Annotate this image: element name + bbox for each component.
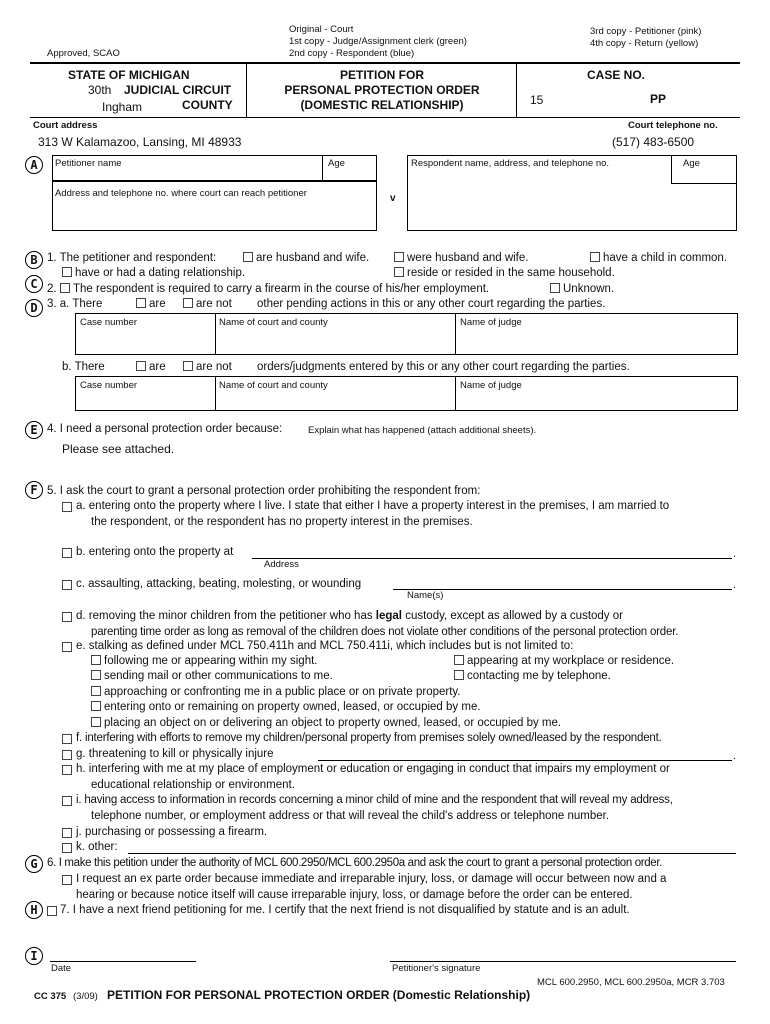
s5e-opt-approaching[interactable]: approaching or confronting me in a public place or on private property. xyxy=(91,686,461,698)
checkbox[interactable] xyxy=(183,298,193,308)
checkbox[interactable] xyxy=(394,252,404,262)
court-address-label: Court address xyxy=(33,120,98,131)
s4-answer[interactable]: Please see attached. xyxy=(62,442,175,456)
case-number-label: CASE NO. xyxy=(587,68,646,82)
circuit-label: JUDICIAL CIRCUIT xyxy=(124,83,232,97)
checkbox[interactable] xyxy=(91,655,101,665)
header-divider-2 xyxy=(516,62,517,118)
s2-firearm[interactable]: The respondent is required to carry a firearm in the course of his/her employment. xyxy=(60,283,489,295)
footer-form-title: PETITION FOR PERSONAL PROTECTION ORDER (Domestic Relationship) xyxy=(107,988,531,1002)
s5c-text: c. assaulting, attacking, beating, molesting, or wounding xyxy=(76,578,362,590)
s5d-text-1: d. removing the minor children from the petitioner who has legal custody, except as allowed by a custody or xyxy=(76,610,623,622)
s5g-text: g. threatening to kill or physically injure xyxy=(76,748,274,760)
date-line[interactable] xyxy=(50,961,196,962)
s5k-line[interactable] xyxy=(128,853,736,854)
versus: v xyxy=(390,193,396,204)
s6-text-1: I request an ex parte order because immediate and irreparable injury, loss, or damage will occur between now and a xyxy=(76,873,667,885)
county-name: Ingham xyxy=(102,100,143,114)
s5k-text: k. other: xyxy=(76,841,118,853)
court-address[interactable]: 313 W Kalamazoo, Lansing, MI 48933 xyxy=(38,135,242,149)
s5e-opt-mail[interactable]: sending mail or other communications to me. xyxy=(91,670,333,682)
checkbox[interactable] xyxy=(454,670,464,680)
header-top-rule xyxy=(30,62,740,64)
county-label: COUNTY xyxy=(182,98,233,112)
checkbox[interactable] xyxy=(62,267,72,277)
s1-opt-household[interactable]: reside or resided in the same household. xyxy=(394,267,615,279)
petitioner-age-label: Age xyxy=(328,158,345,169)
marker-i: I xyxy=(25,947,43,965)
s1-opt-were-married[interactable]: were husband and wife. xyxy=(394,252,528,264)
s5h-text-2: educational relationship or environment. xyxy=(91,779,295,791)
s3a-col-judge: Name of judge xyxy=(460,317,522,328)
s5i-text-1: i. having access to information in records concerning a minor child of mine and the respondent that will reveal my address, xyxy=(76,794,673,806)
s3b-col-judge: Name of judge xyxy=(460,380,522,391)
s5-lead: 5. I ask the court to grant a personal protection order prohibiting the respondent from: xyxy=(47,485,481,497)
s5c-names-sublabel: Name(s) xyxy=(407,590,444,601)
s5b-checkbox[interactable] xyxy=(62,548,72,558)
s2-unknown[interactable]: Unknown. xyxy=(550,283,614,295)
marker-a: A xyxy=(25,156,43,174)
s5c-checkbox[interactable] xyxy=(62,580,72,590)
s1-opt-dating[interactable]: have or had a dating relationship. xyxy=(62,267,245,279)
checkbox[interactable] xyxy=(60,283,70,293)
table-divider xyxy=(215,376,216,411)
approval-note: Approved, SCAO xyxy=(47,48,120,59)
s5e-checkbox[interactable] xyxy=(62,642,72,652)
state-name: STATE OF MICHIGAN xyxy=(68,68,190,82)
court-phone[interactable]: (517) 483-6500 xyxy=(612,135,695,149)
marker-h: H xyxy=(25,901,43,919)
s3a-table[interactable] xyxy=(75,313,738,355)
case-type[interactable]: PP xyxy=(650,92,667,106)
marker-e: E xyxy=(25,421,43,439)
court-phone-label: Court telephone no. xyxy=(628,120,718,131)
s5i-checkbox[interactable] xyxy=(62,796,72,806)
marker-b: B xyxy=(25,251,43,269)
s5k-checkbox[interactable] xyxy=(62,843,72,853)
s1-opt-married[interactable]: are husband and wife. xyxy=(243,252,369,264)
header-divider-1 xyxy=(246,62,247,118)
s5a-checkbox[interactable] xyxy=(62,502,72,512)
s5e-opt-workplace[interactable]: appearing at my workplace or residence. xyxy=(454,655,674,667)
checkbox[interactable] xyxy=(91,701,101,711)
checkbox[interactable] xyxy=(454,655,464,665)
signature-line[interactable] xyxy=(390,961,736,962)
table-divider xyxy=(455,313,456,355)
copy-distribution-right: 3rd copy - Petitioner (pink) 4th copy - Return (yellow) xyxy=(590,26,702,49)
checkbox[interactable] xyxy=(91,670,101,680)
s1-opt-child[interactable]: have a child in common. xyxy=(590,252,727,264)
s3a-are-not[interactable]: are not xyxy=(183,298,232,310)
form-revision: (3/09) xyxy=(73,991,98,1002)
s3a-tail: other pending actions in this or any other court regarding the parties. xyxy=(257,298,606,310)
case-year[interactable]: 15 xyxy=(530,93,544,107)
s7-checkbox[interactable] xyxy=(47,906,57,916)
s6-text-2: hearing or because notice itself will cause irreparable injury, loss, or damage before the order can be entered. xyxy=(76,889,633,901)
respondent-age-label: Age xyxy=(683,158,700,169)
marker-g: G xyxy=(25,855,43,873)
checkbox[interactable] xyxy=(91,717,101,727)
circuit-number: 30th xyxy=(88,83,112,97)
s4-hint: Explain what has happened (attach additional sheets). xyxy=(308,425,537,436)
s5g-period: . xyxy=(733,750,737,762)
s3b-lead: b. There xyxy=(62,361,105,373)
statute-citation: MCL 600.2950, MCL 600.2950a, MCR 3.703 xyxy=(537,977,725,988)
s5g-line[interactable] xyxy=(318,760,732,761)
s5i-text-2: telephone number, or employment address or that will reveal the child's address or telephone number. xyxy=(91,810,610,822)
s5d-text-2: parenting time order as long as removal of the children does not violate other conditions of the personal protection order. xyxy=(91,626,679,638)
s3a-col-court: Name of court and county xyxy=(219,317,328,328)
checkbox[interactable] xyxy=(550,283,560,293)
s5b-address-line[interactable] xyxy=(252,558,732,559)
header-bottom-rule xyxy=(30,117,740,118)
s5c-names-line[interactable] xyxy=(393,589,732,590)
petitioner-address-label: Address and telephone no. where court can reach petitioner xyxy=(55,188,307,199)
s3a-are[interactable]: are xyxy=(136,298,166,310)
petitioner-name-label: Petitioner name xyxy=(55,158,122,169)
form-number: CC 375 xyxy=(34,991,67,1002)
s3b-are-not[interactable]: are not xyxy=(183,361,232,373)
s5f-text: f. interfering with efforts to remove my children/personal property from premises solely owned/leased by the respondent. xyxy=(76,732,662,744)
s5e-opt-telephone[interactable]: contacting me by telephone. xyxy=(454,670,611,682)
checkbox[interactable] xyxy=(136,361,146,371)
s5a-text-1: a. entering onto the property where I live. I state that either I have a property interest in the premises, I am married to xyxy=(76,500,670,512)
s5j-checkbox[interactable] xyxy=(62,828,72,838)
s5b-address-sublabel: Address xyxy=(264,559,299,570)
s6-ex-parte-checkbox[interactable] xyxy=(62,875,72,885)
checkbox[interactable] xyxy=(394,267,404,277)
checkbox[interactable] xyxy=(243,252,253,262)
marker-f: F xyxy=(25,481,43,499)
table-divider xyxy=(215,313,216,355)
s2-number: 2. xyxy=(47,283,57,295)
respondent-label: Respondent name, address, and telephone no. xyxy=(411,158,610,169)
signature-label: Petitioner's signature xyxy=(392,963,481,974)
s5f-checkbox[interactable] xyxy=(62,734,72,744)
form-title-block: PETITION FOR PERSONAL PROTECTION ORDER (DOMESTIC RELATIONSHIP) xyxy=(284,68,480,112)
s4-lead: 4. I need a personal protection order because: xyxy=(47,423,283,435)
s5a-text-2: the respondent, or the respondent has no property interest in the premises. xyxy=(91,516,473,528)
copy-distribution-left: Original - Court 1st copy - Judge/Assignment clerk (green) 2nd copy - Respondent (blue) xyxy=(289,24,467,59)
s1-lead: 1. The petitioner and respondent: xyxy=(47,252,217,264)
s5g-checkbox[interactable] xyxy=(62,750,72,760)
respondent-age-field[interactable] xyxy=(671,155,737,184)
checkbox[interactable] xyxy=(183,361,193,371)
s5b-text: b. entering onto the property at xyxy=(76,546,234,558)
s5c-period: . xyxy=(733,579,737,591)
petitioner-age-divider xyxy=(322,155,323,181)
s5d-checkbox[interactable] xyxy=(62,612,72,622)
checkbox[interactable] xyxy=(91,686,101,696)
s3a-lead: 3. a. There xyxy=(47,298,103,310)
s5e-opt-placing[interactable]: placing an object on or delivering an object to property owned, leased, or occupied by me. xyxy=(91,717,561,729)
s5e-text: e. stalking as defined under MCL 750.411h and MCL 750.411i, which includes but is not limited to: xyxy=(76,640,574,652)
s5h-text-1: h. interfering with me at my place of employment or education or engaging in conduct that impairs my employment or xyxy=(76,763,670,775)
s3b-col-court: Name of court and county xyxy=(219,380,328,391)
s3b-table[interactable] xyxy=(75,376,738,411)
table-divider xyxy=(455,376,456,411)
s7-text: 7. I have a next friend petitioning for me. I certify that the next friend is not disqualified by statute and is an adult. xyxy=(60,904,630,916)
s5b-period: . xyxy=(733,548,737,560)
checkbox[interactable] xyxy=(590,252,600,262)
marker-d: D xyxy=(25,299,43,317)
s3b-tail: orders/judgments entered by this or any other court regarding the parties. xyxy=(257,361,630,373)
checkbox[interactable] xyxy=(136,298,146,308)
s3a-col-case: Case number xyxy=(80,317,138,328)
date-label: Date xyxy=(51,963,72,974)
s5h-checkbox[interactable] xyxy=(62,765,72,775)
marker-c: C xyxy=(25,275,43,293)
s5j-text: j. purchasing or possessing a firearm. xyxy=(76,826,268,838)
s5e-opt-following[interactable]: following me or appearing within my sight. xyxy=(91,655,318,667)
s3b-are[interactable]: are xyxy=(136,361,166,373)
s5e-opt-entering[interactable]: entering onto or remaining on property owned, leased, or occupied by me. xyxy=(91,701,481,713)
s6-lead: 6. I make this petition under the authority of MCL 600.2950/MCL 600.2950a and ask the court to grant a personal protection order. xyxy=(47,857,663,869)
s3b-col-case: Case number xyxy=(80,380,138,391)
